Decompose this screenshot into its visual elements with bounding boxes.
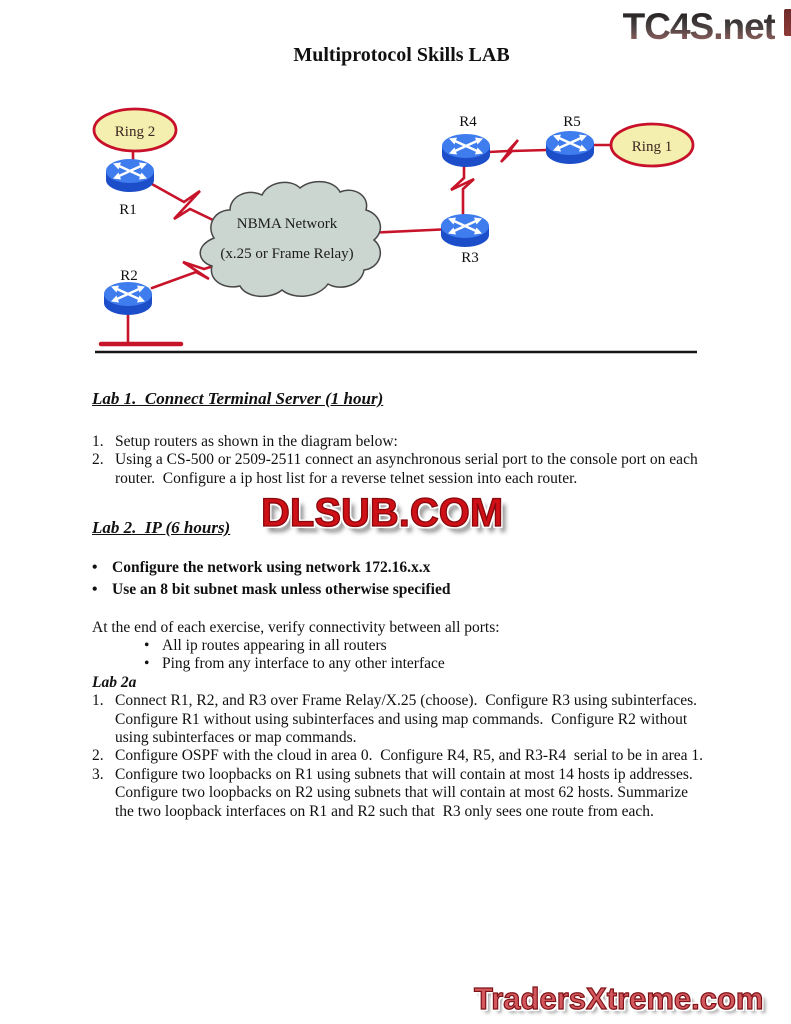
nbma-cloud <box>200 182 380 297</box>
cloud-label-line2: (x.25 or Frame Relay) <box>220 246 354 262</box>
lab2-bullets <box>92 559 706 599</box>
lab2a-list <box>92 692 706 821</box>
verify-intro: At the end of each exercise, verify connectivity between all ports: <box>92 618 500 636</box>
bullet-icon: • <box>144 655 150 673</box>
lab2a-item-2 <box>92 747 706 765</box>
link-r4-r5-serial <box>489 140 547 162</box>
page-title: Multiprotocol Skills LAB <box>293 44 510 66</box>
bullet-icon: • <box>92 581 98 599</box>
r1-label: R1 <box>119 202 137 218</box>
bullet-icon: • <box>144 636 150 654</box>
router-icon-r2 <box>104 282 152 315</box>
verify-bullets <box>92 637 706 674</box>
dlsub-watermark: DLSUB.COM <box>261 491 504 535</box>
ring1-label: Ring 1 <box>631 139 673 155</box>
item-text: Using a CS-500 or 2509-2511 connect an asynchronous serial port to the console port on each router. Configure a ip host list for a reverse telnet session into each router. <box>115 451 702 487</box>
r2-label: R2 <box>120 268 138 284</box>
bullet-text: Use an 8 bit subnet mask unless otherwise specified <box>112 581 451 599</box>
bullet-text: Configure the network using network 172.16.x.x <box>112 559 431 577</box>
bullet-text: Ping from any interface to any other interface <box>162 655 445 673</box>
r5-label: R5 <box>563 114 581 130</box>
item-text: Configure OSPF with the cloud in area 0. Configure R4, R5, and R3-R4 serial to be in area 1. <box>115 747 704 765</box>
item-number: 3. <box>92 765 104 783</box>
bullet-item <box>92 581 706 599</box>
bullet-icon: • <box>92 559 98 577</box>
lab2a-item-3 <box>92 766 706 821</box>
tradersxtreme-watermark: TradersXtreme.com <box>474 981 764 1016</box>
cloud-label-line1: NBMA Network <box>236 216 338 232</box>
bullet-item <box>92 559 706 577</box>
item-number: 2. <box>92 451 104 469</box>
item-text: Connect R1, R2, and R3 over Frame Relay/X.25 (choose). Configure R3 using subinterfaces. Configure R1 without using subinterfaces and using map commands. Configure R2 without using subinterfaces or map commands. <box>115 692 701 746</box>
ring2-label: Ring 2 <box>114 124 156 140</box>
router-icon-r4 <box>442 134 490 167</box>
network-diagram <box>0 88 791 368</box>
lab2-heading: Lab 2. IP (6 hours) <box>92 518 231 538</box>
router-icon-r5 <box>546 131 594 164</box>
r3-label: R3 <box>461 250 479 266</box>
r4-label: R4 <box>459 114 477 130</box>
lab1-item-1 <box>92 433 706 451</box>
lab1-heading: Lab 1. Connect Terminal Server (1 hour) <box>92 389 384 408</box>
lab1-item-2 <box>92 451 706 488</box>
document-body <box>92 388 706 821</box>
lab1-list <box>92 433 706 488</box>
lab2a-item-1 <box>92 692 706 747</box>
item-number: 2. <box>92 747 104 765</box>
edge-red-box <box>784 9 791 36</box>
item-number: 1. <box>92 692 104 710</box>
item-number: 1. <box>92 433 104 450</box>
router-icon-r3 <box>441 214 489 247</box>
item-text: Setup routers as shown in the diagram below: <box>115 433 398 450</box>
sub-bullet-item <box>144 637 706 655</box>
tc4s-logo: TC4S.net <box>622 6 775 47</box>
lab2a-subheading: Lab 2a <box>92 673 137 691</box>
item-text: Configure two loopbacks on R1 using subnets that will contain at most 14 hosts ip addresses. Configure two loopbacks on R2 using subnets that will contain at most 62 hosts. Summarize the two loopback interfaces on R1 and R2 such that R3 only sees one route from each. <box>115 765 697 820</box>
bullet-text: All ip routes appearing in all routers <box>162 636 387 654</box>
router-icon-r1 <box>106 159 154 192</box>
sub-bullet-item <box>144 655 706 673</box>
